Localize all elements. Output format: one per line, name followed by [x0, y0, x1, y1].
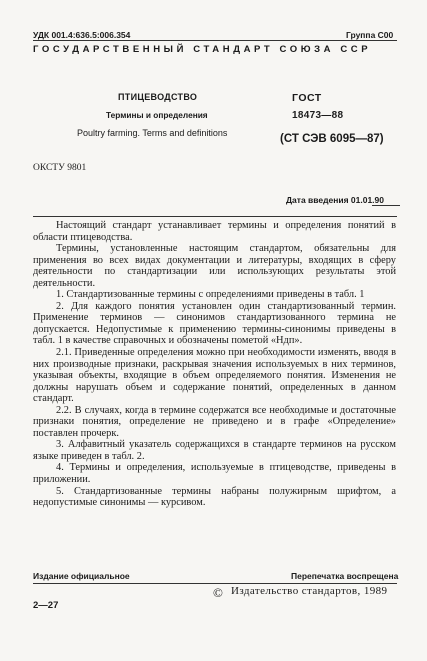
paragraph: 1. Стандартизованные термины с определениями приведены в табл. 1 [56, 289, 365, 301]
state-standard-heading: ГОСУДАРСТВЕННЫЙ СТАНДАРТ СОЮЗА ССР [33, 44, 372, 55]
okstu-code: ОКСТУ 9801 [33, 163, 87, 173]
copyright-text: Издательство стандартов, 1989 [231, 585, 388, 597]
group-code: Группа С00 [346, 30, 394, 40]
gost-number: 18473—88 [292, 110, 344, 121]
paragraph: 3. Алфавитный указатель содержащихся в стандарте терминов на русском языке приведен в табл. 2. [33, 439, 396, 462]
udk-code: УДК 001.4:636.5:006.354 [33, 30, 131, 40]
document-subtitle: Термины и определения [106, 110, 208, 120]
body-text [33, 220, 396, 509]
paragraph: 5. Стандартизованные термины набраны полужирным шрифтом, а недопустимые синонимы — курсивом. [33, 485, 396, 509]
top-divider [33, 40, 397, 41]
english-title: Poultry farming. Terms and definitions [77, 128, 228, 138]
paragraph: Термины, установленные настоящим стандартом, обязательны для применения во всех видах документации и литературы, входящих в сферу деятельности по стандартизации или использующих результаты этой деятельности. [33, 243, 396, 289]
official-edition-label: Издание официальное [33, 571, 130, 581]
reprint-prohibited-label: Перепечатка воспрещена [291, 571, 399, 581]
st-sev-reference: (СТ СЭВ 6095—87) [280, 133, 384, 145]
page-code: 2—27 [33, 600, 59, 611]
document-title: ПТИЦЕВОДСТВО [118, 92, 198, 102]
effective-date: Дата введения 01.01.90 [286, 195, 384, 205]
paragraph: 2. Для каждого понятия установлен один стандартизованный термин. Применение терминов — синонимов стандартизованного термина не допускается. Недопустимые к применению термины-синонимы приведены в табл. 1 в качестве справочных и обозначены пометой «Ндп». [33, 300, 396, 347]
footer-divider [33, 583, 397, 584]
paragraph: 4. Термины и определения, используемые в птицеводстве, приведены в приложении. [33, 462, 396, 486]
paragraph: Настоящий стандарт устанавливает термины и определения понятий в области птицеводства. [33, 220, 396, 243]
copyright-icon: © [213, 585, 223, 600]
gost-label: ГОСТ [292, 92, 322, 104]
effective-date-underline [372, 205, 400, 206]
paragraph: 2.1. Приведенные определения можно при необходимости изменять, вводя в них производные признаки, раскрывая значения используемых в них терминов, указывая объекты, входящие в объем определяемого понятия. Изменения не должны нарушать объем и содержание понятий, определенных в данном стандарт. [33, 347, 396, 405]
paragraph: 2.2. В случаях, когда в термине содержатся все необходимые и достаточные признаки понятия, определение не приведено и в графе «Определение» поставлен прочерк. [33, 404, 396, 439]
body-divider [33, 216, 397, 217]
